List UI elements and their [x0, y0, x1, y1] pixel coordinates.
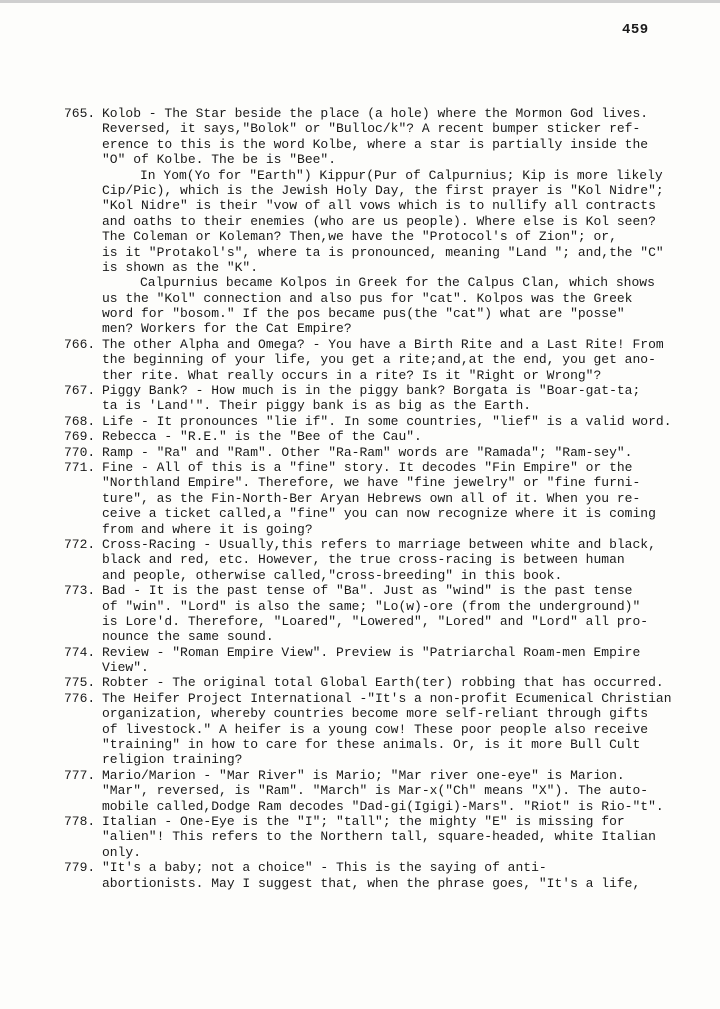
entry-line: [64, 383, 674, 398]
line-text: of livestock." A heifer is a young cow! These poor people also receive: [102, 721, 649, 737]
text-line: [64, 198, 674, 213]
text-line: [64, 829, 674, 844]
entry-line: [64, 860, 674, 875]
text-line: [64, 183, 674, 198]
text-line: [64, 275, 674, 290]
text-line: [64, 783, 674, 798]
text-line: [64, 214, 674, 229]
line-text: from and where it is going?: [102, 521, 313, 537]
entry-line: [64, 814, 674, 829]
line-text: "Northland Empire". Therefore, we have "fine jewelry" or "fine furni-: [102, 475, 641, 491]
text-line: [64, 306, 674, 321]
line-text: is it "Protakol's", where ta is pronounced, meaning "Land "; and,the "C": [102, 244, 664, 260]
line-text: Life - It pronounces "lie if". In some countries, "lief" is a valid word.: [102, 413, 672, 429]
text-line: [64, 229, 674, 244]
text-line: [64, 168, 674, 183]
line-text: Calpurnius became Kolpos in Greek for the Calpus Clan, which shows: [140, 275, 655, 291]
text-line: [64, 291, 674, 306]
line-text: Piggy Bank? - How much is in the piggy bank? Borgata is "Boar-gat-ta;: [102, 383, 641, 399]
entry-line: [64, 768, 674, 783]
line-text: View".: [102, 660, 149, 676]
line-text: erence to this is the word Kolbe, where a star is partially inside the: [102, 136, 649, 152]
line-text: Fine - All of this is a "fine" story. It decodes "Fin Empire" or the: [102, 459, 633, 475]
text-line: [64, 876, 674, 891]
entry-line: [64, 414, 674, 429]
entry-number: 776.: [64, 690, 96, 706]
line-text: The other Alpha and Omega? - You have a Birth Rite and a Last Rite! From: [102, 336, 664, 352]
line-text: only.: [102, 844, 142, 860]
line-text: us the "Kol" connection and also pus for "cat". Kolpos was the Greek: [102, 290, 633, 306]
line-text: Rebecca - "R.E." is the "Bee of the Cau".: [102, 429, 422, 445]
line-text: "alien"! This refers to the Northern tall, square-headed, white Italian: [102, 829, 656, 845]
entry-line: [64, 337, 674, 352]
line-text: mobile called,Dodge Ram decodes "Dad-gi(Igigi)-Mars". "Riot" is Rio-"t".: [102, 798, 664, 814]
line-text: "Mar", reversed, is "Ram". "March" is Mar-x("Ch" means "X"). The auto-: [102, 783, 649, 799]
entry-line: [64, 445, 674, 460]
line-text: ture", as the Fin-North-Ber Aryan Hebrews own all of it. When you re-: [102, 490, 641, 506]
line-text: The Coleman or Koleman? Then,we have the "Protocol's of Zion"; or,: [102, 229, 617, 245]
text-line: [64, 614, 674, 629]
text-line: [64, 522, 674, 537]
line-text: Review - "Roman Empire View". Preview is "Patriarchal Roam-men Empire: [102, 644, 641, 660]
text-line: [64, 845, 674, 860]
line-text: Bad - It is the past tense of "Ba". Just as "wind" is the past tense: [102, 583, 633, 599]
text-line: [64, 398, 674, 413]
text-line: [64, 752, 674, 767]
line-text: "training" in how to care for these animals. Or, is it more Bull Cult: [102, 737, 641, 753]
line-text: The Heifer Project International -"It's a non-profit Ecumenical Christian: [102, 690, 672, 706]
entry-number: 779.: [64, 860, 96, 876]
entry-number: 767.: [64, 383, 96, 399]
line-text: is shown as the "K".: [102, 259, 259, 275]
text-line: [64, 475, 674, 490]
line-text: black and red, etc. However, the true cross-racing is between human: [102, 552, 625, 568]
entry-line: [64, 106, 674, 121]
line-text: of "win". "Lord" is also the same; "Lo(w)-ore (from the underground)": [102, 598, 641, 614]
entry-number: 771.: [64, 459, 96, 475]
line-text: Kolob - The Star beside the place (a hole) where the Mormon God lives.: [102, 106, 649, 121]
text-line: [64, 552, 674, 567]
page-number: 459: [622, 22, 649, 38]
entry-number: 772.: [64, 536, 96, 552]
line-text: the beginning of your life, you get a rite;and,at the end, you get ano-: [102, 352, 656, 368]
text-line: [64, 660, 674, 675]
text-line: [64, 491, 674, 506]
line-text: is Lore'd. Therefore, "Loared", "Lowered", "Lored" and "Lord" all pro-: [102, 613, 649, 629]
entry-number: 773.: [64, 583, 96, 599]
line-text: Mario/Marion - "Mar River" is Mario; "Mar river one-eye" is Marion.: [102, 767, 625, 783]
text-line: [64, 706, 674, 721]
line-text: religion training?: [102, 752, 243, 768]
text-line: [64, 352, 674, 367]
entry-number: 777.: [64, 767, 96, 783]
text-line: [64, 737, 674, 752]
line-text: Robter - The original total Global Earth(ter) robbing that has occurred.: [102, 675, 664, 691]
entry-line: [64, 691, 674, 706]
entry-line: [64, 645, 674, 660]
line-text: In Yom(Yo for "Earth") Kippur(Pur of Calpurnius; Kip is more likely: [140, 167, 663, 183]
text-line: [64, 260, 674, 275]
entry-number: 769.: [64, 429, 96, 445]
text-line: [64, 506, 674, 521]
entry-number: 768.: [64, 413, 96, 429]
text-line: [64, 245, 674, 260]
line-text: Italian - One-Eye is the "I"; "tall"; the mighty "E" is missing for: [102, 813, 625, 829]
entry-number: 766.: [64, 336, 96, 352]
text-line: [64, 152, 674, 167]
text-line: [64, 137, 674, 152]
entry-line: [64, 429, 674, 444]
text-line: [64, 799, 674, 814]
line-text: Reversed, it says,"Bolok" or "Bulloc/k"? A recent bumper sticker ref-: [102, 121, 641, 137]
entry-line: [64, 583, 674, 598]
line-text: nounce the same sound.: [102, 629, 274, 645]
text-line: [64, 629, 674, 644]
scan-top-edge: [0, 0, 720, 3]
line-text: men? Workers for the Cat Empire?: [102, 321, 352, 337]
text-line: [64, 121, 674, 136]
line-text: organization, whereby countries become more self-reliant through gifts: [102, 706, 649, 722]
line-text: "Kol Nidre" is their "vow of all vows which is to nullify all contracts: [102, 198, 656, 214]
line-text: word for "bosom." If the pos became pus(the "cat") what are "posse": [102, 306, 625, 322]
entry-number: 778.: [64, 813, 96, 829]
entry-line: [64, 675, 674, 690]
text-line: [64, 722, 674, 737]
entry-number: 770.: [64, 444, 96, 460]
text-line: [64, 568, 674, 583]
body-text: [64, 106, 674, 891]
entry-line: [64, 537, 674, 552]
line-text: ceive a ticket called,a "fine" you can now recognize where it is coming: [102, 506, 656, 522]
line-text: "It's a baby; not a choice" - This is the saying of anti-: [102, 860, 547, 876]
line-text: Ramp - "Ra" and "Ram". Other "Ra-Ram" words are "Ramada"; "Ram-sey".: [102, 444, 633, 460]
line-text: and oaths to their enemies (who are us people). Where else is Kol seen?: [102, 213, 656, 229]
line-text: Cip/Pic), which is the Jewish Holy Day, the first prayer is "Kol Nidre";: [102, 182, 664, 198]
line-text: ta is 'Land'". Their piggy bank is as big as the Earth.: [102, 398, 532, 414]
line-text: Cross-Racing - Usually,this refers to marriage between white and black,: [102, 536, 656, 552]
text-line: [64, 599, 674, 614]
line-text: "O" of Kolbe. The be is "Bee".: [102, 152, 337, 168]
entry-number: 774.: [64, 644, 96, 660]
line-text: abortionists. May I suggest that, when the phrase goes, "It's a life,: [102, 875, 641, 891]
text-line: [64, 321, 674, 336]
line-text: and people, otherwise called,"cross-breeding" in this book.: [102, 567, 563, 583]
line-text: ther rite. What really occurs in a rite? Is it "Right or Wrong"?: [102, 367, 602, 383]
entry-line: [64, 460, 674, 475]
entry-number: 765.: [64, 106, 96, 121]
text-line: [64, 368, 674, 383]
entry-number: 775.: [64, 675, 96, 691]
